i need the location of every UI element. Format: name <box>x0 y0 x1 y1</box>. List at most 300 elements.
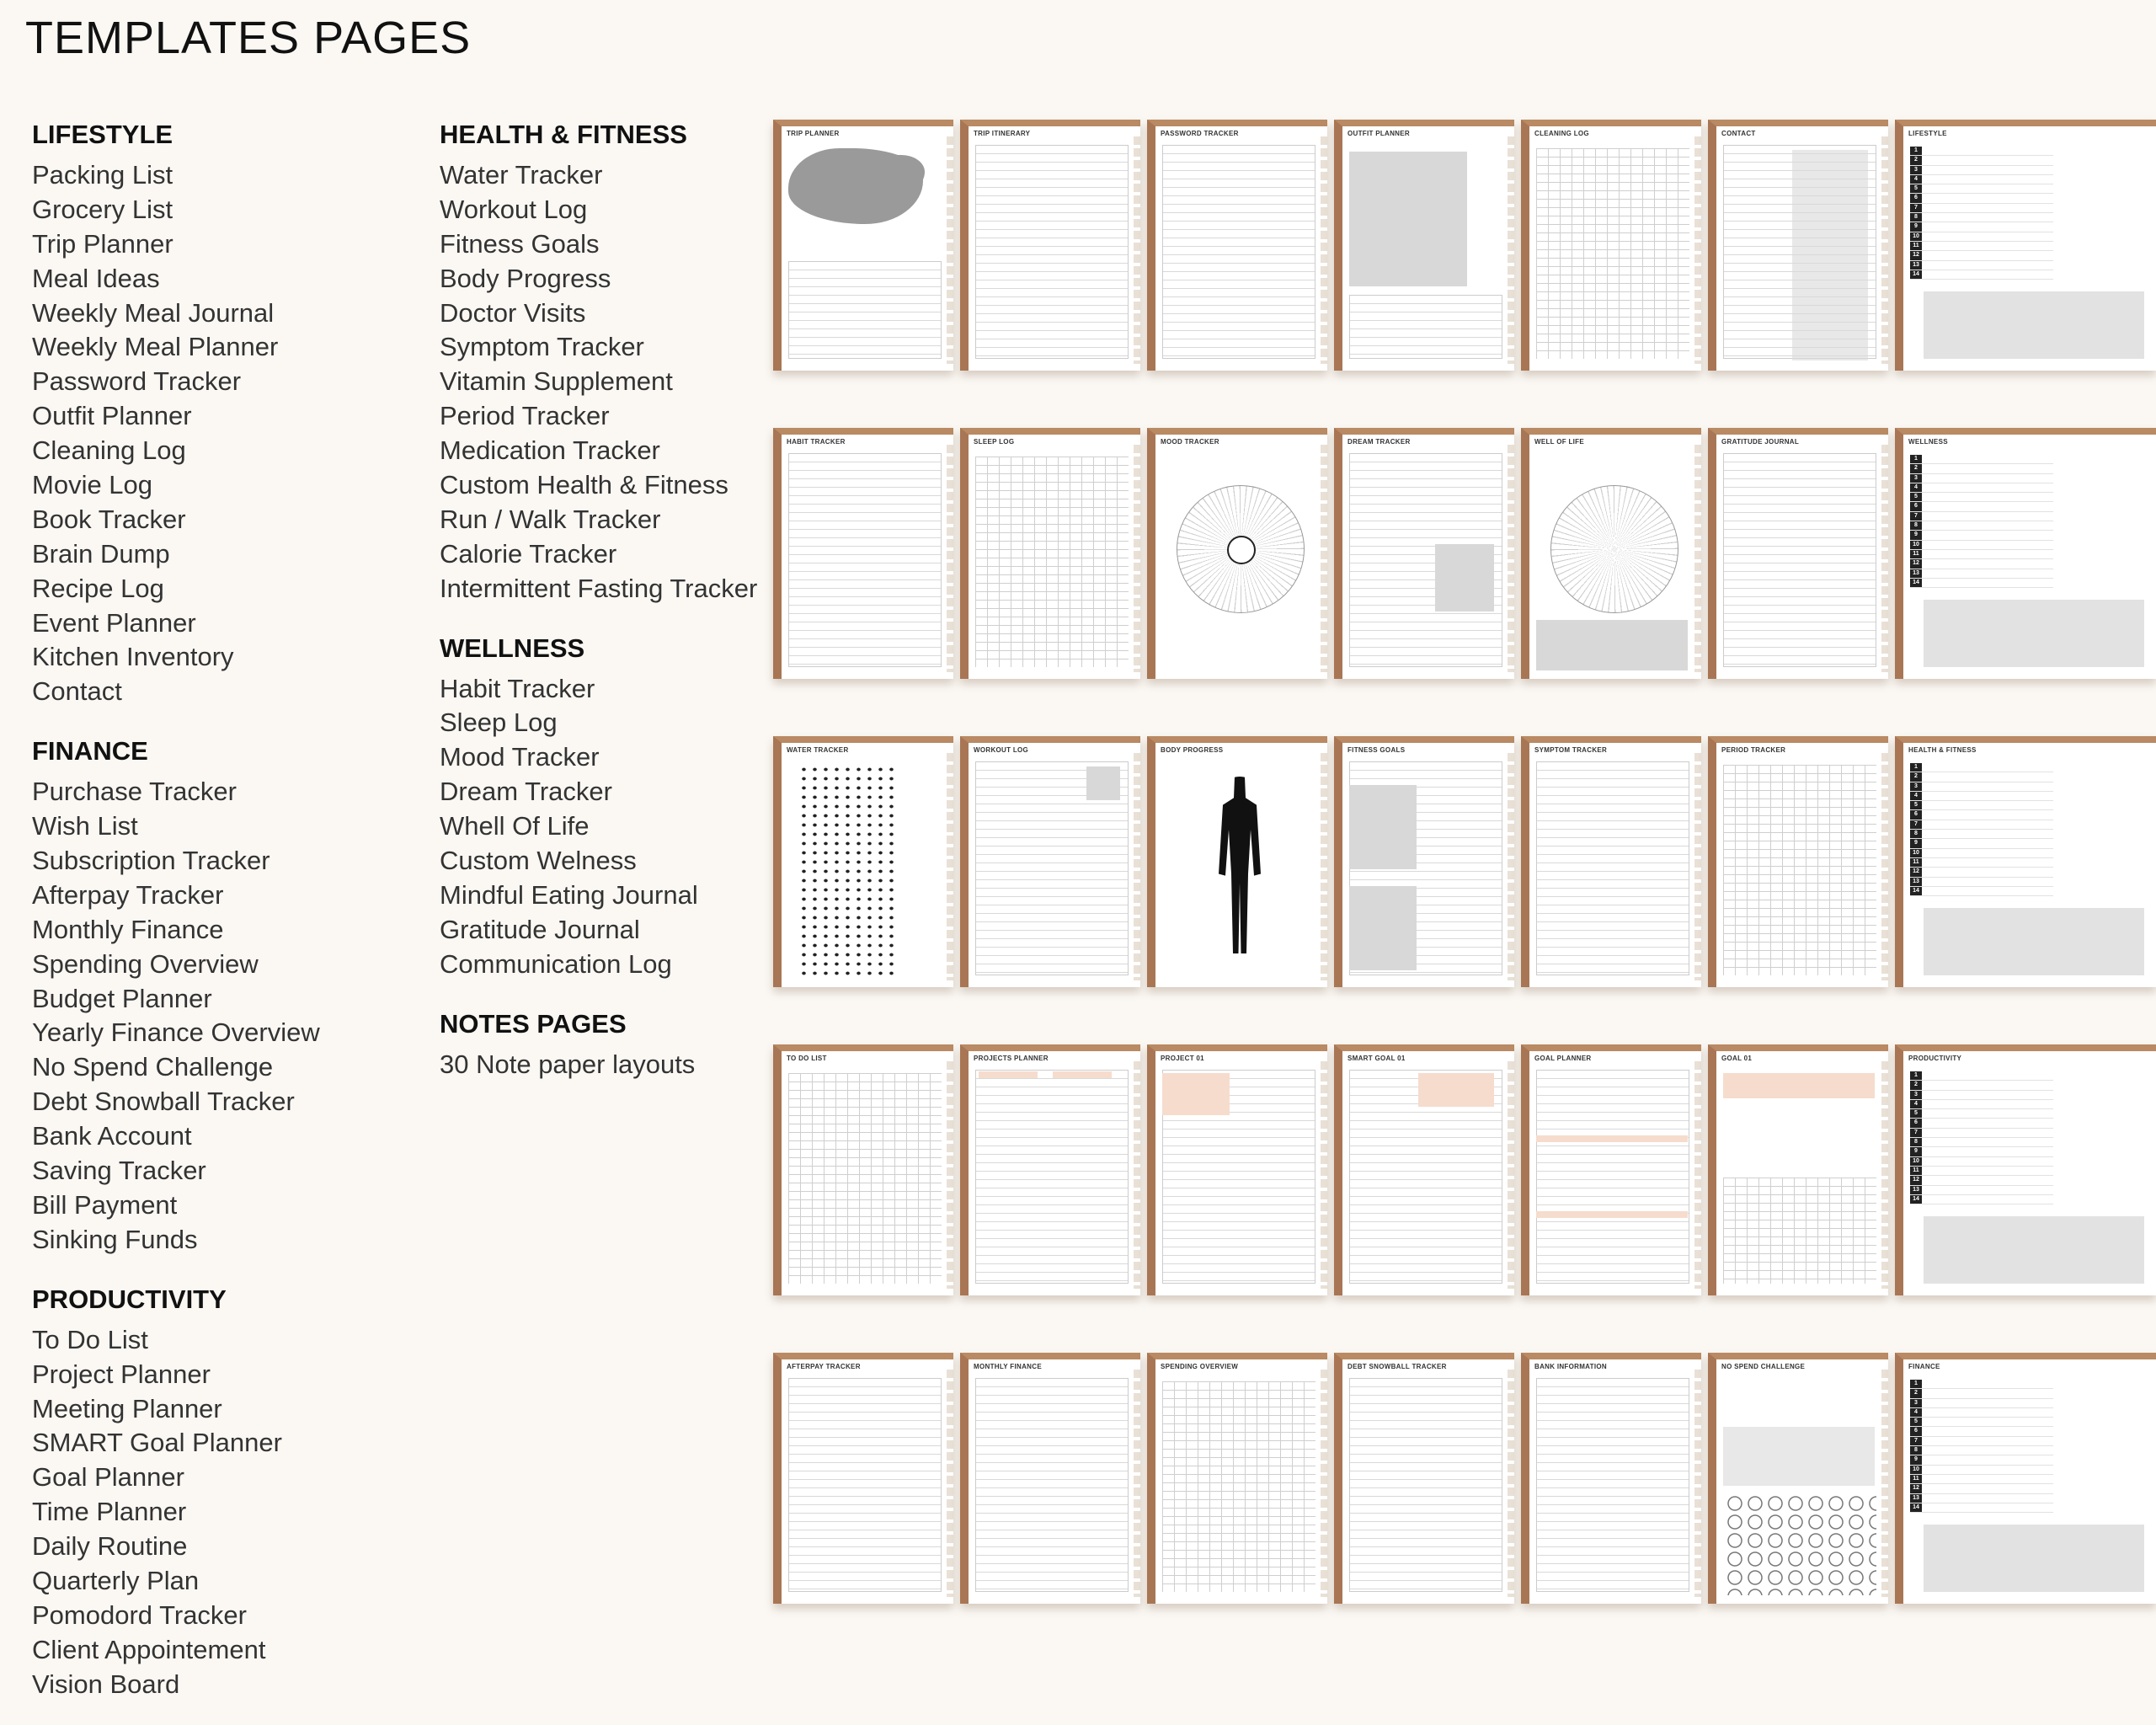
tab-strip <box>1321 136 1327 364</box>
productivity-heading: PRODUCTIVITY <box>32 1284 227 1314</box>
list-item: Cleaning Log <box>32 435 186 466</box>
index-number: 7 <box>1910 204 1922 212</box>
template-thumbnail[interactable] <box>773 736 953 987</box>
thumbnail-title: SPENDING OVERVIEW <box>1161 1363 1239 1370</box>
index-number: 1 <box>1910 455 1922 463</box>
index-number: 4 <box>1910 483 1922 492</box>
index-row <box>1910 1484 2053 1493</box>
index-row <box>1910 184 2053 194</box>
index-row <box>1910 1129 2053 1138</box>
notes-block <box>1536 620 1688 670</box>
list-item: Custom Health & Fitness <box>440 470 728 500</box>
index-number: 9 <box>1910 222 1922 231</box>
water-dots <box>798 765 894 975</box>
list-item: Fitness Goals <box>440 228 600 259</box>
index-number: 13 <box>1910 878 1922 886</box>
template-thumbnail[interactable] <box>773 1353 953 1604</box>
productivity-list <box>32 1323 403 1702</box>
template-thumbnail[interactable] <box>773 428 953 679</box>
index-number: 14 <box>1910 579 1922 587</box>
tab-strip <box>1134 753 1140 980</box>
index-row <box>1910 502 2053 511</box>
tab-strip <box>1134 136 1140 364</box>
tab-strip <box>1694 136 1701 364</box>
index-row <box>1910 1138 2053 1147</box>
form-lines <box>975 1378 1129 1592</box>
thumbnail-title: WATER TRACKER <box>787 746 849 754</box>
tab-strip <box>1881 1370 1888 1597</box>
template-thumbnail[interactable] <box>1147 1353 1327 1604</box>
thumbnail-title: AFTERPAY TRACKER <box>787 1363 861 1370</box>
highlight-block <box>1162 1073 1230 1115</box>
template-thumbnail[interactable] <box>1334 1353 1514 1604</box>
thumbnail-title: GOAL PLANNER <box>1534 1055 1592 1062</box>
form-lines <box>1536 1378 1689 1592</box>
template-thumbnail[interactable] <box>1895 428 2156 679</box>
template-thumbnail[interactable] <box>773 120 953 371</box>
tab-strip <box>1134 445 1140 672</box>
preview-row-finance <box>773 1353 2156 1608</box>
wellness-heading: WELLNESS <box>440 633 585 663</box>
notes-pages-heading: NOTES PAGES <box>440 1008 627 1039</box>
index-footer <box>1924 908 2144 975</box>
list-item: Movie Log <box>32 470 153 500</box>
index-row <box>1910 1100 2053 1109</box>
template-thumbnail[interactable] <box>960 1044 1140 1295</box>
list-item: Time Planner <box>32 1497 187 1527</box>
index-list <box>1910 1380 2053 1513</box>
template-thumbnail[interactable] <box>960 428 1140 679</box>
form-lines <box>1349 1378 1502 1592</box>
template-thumbnail[interactable] <box>1708 120 1888 371</box>
index-number: 14 <box>1910 1503 1922 1512</box>
index-number: 3 <box>1910 1091 1922 1099</box>
index-row <box>1910 251 2053 260</box>
index-row <box>1910 858 2053 868</box>
index-number: 9 <box>1910 531 1922 539</box>
index-number: 3 <box>1910 166 1922 174</box>
template-thumbnail[interactable] <box>1334 120 1514 371</box>
index-row <box>1910 810 2053 820</box>
list-item: Run / Walk Tracker <box>440 504 661 534</box>
template-thumbnail[interactable] <box>1895 1044 2156 1295</box>
thumbnail-title: PASSWORD TRACKER <box>1161 130 1239 137</box>
health-fitness-list <box>440 158 768 606</box>
template-thumbnail[interactable] <box>1147 120 1327 371</box>
list-item: Goal Planner <box>32 1462 184 1493</box>
index-list <box>1910 1071 2053 1204</box>
template-thumbnail[interactable] <box>1147 428 1327 679</box>
index-number: 9 <box>1910 839 1922 847</box>
index-row <box>1910 493 2053 502</box>
thumbnail-title: TRIP ITINERARY <box>974 130 1031 137</box>
tab-strip <box>1694 753 1701 980</box>
index-row <box>1910 1195 2053 1204</box>
index-number: 11 <box>1910 1475 1922 1483</box>
finance-section <box>32 731 403 1257</box>
index-number: 4 <box>1910 792 1922 800</box>
index-footer <box>1924 600 2144 667</box>
health-fitness-section <box>440 115 768 606</box>
image-placeholder <box>1349 152 1467 286</box>
tab-strip <box>947 1370 953 1597</box>
todo-grid <box>788 1073 942 1284</box>
thumbnail-title: OUTFIT PLANNER <box>1348 130 1410 137</box>
index-row <box>1910 1380 2053 1389</box>
thumbnail-title: PROJECT 01 <box>1161 1055 1204 1062</box>
list-item: Mindful Eating Journal <box>440 879 698 910</box>
index-number: 14 <box>1910 270 1922 279</box>
index-row <box>1910 1119 2053 1128</box>
lifestyle-list <box>32 158 403 709</box>
template-thumbnail[interactable] <box>1147 1044 1327 1295</box>
index-number: 6 <box>1910 502 1922 510</box>
thumbnail-title: BODY PROGRESS <box>1161 746 1224 754</box>
index-row <box>1910 868 2053 877</box>
index-number: 11 <box>1910 550 1922 558</box>
list-item: SMART Goal Planner <box>32 1428 282 1458</box>
template-thumbnail[interactable] <box>1895 736 2156 987</box>
index-row <box>1910 261 2053 270</box>
index-number: 10 <box>1910 1466 1922 1474</box>
index-number: 8 <box>1910 213 1922 222</box>
index-number: 10 <box>1910 1157 1922 1166</box>
tab-strip <box>1508 136 1514 364</box>
form-lines <box>788 1378 942 1592</box>
thumbnail-title: WORKOUT LOG <box>974 746 1029 754</box>
template-thumbnail[interactable] <box>1147 736 1327 987</box>
list-item: Intermittent Fasting Tracker <box>440 573 758 603</box>
index-footer <box>1924 1216 2144 1284</box>
index-row <box>1910 1418 2053 1427</box>
list-item: Whell Of Life <box>440 811 590 841</box>
highlight-block <box>1418 1073 1494 1107</box>
index-number: 1 <box>1910 763 1922 772</box>
list-item: Packing List <box>32 160 173 190</box>
finance-heading: FINANCE <box>32 736 148 766</box>
list-item: Dream Tracker <box>440 777 612 807</box>
list-item: Monthly Finance <box>32 914 224 944</box>
preview-row-health-fitness <box>773 736 2156 991</box>
thumbnail-title: PROJECTS PLANNER <box>974 1055 1049 1062</box>
template-thumbnail[interactable] <box>1895 120 2156 371</box>
form-lines <box>788 453 942 667</box>
index-number: 3 <box>1910 474 1922 483</box>
index-row <box>1910 455 2053 464</box>
thumbnail-title: PERIOD TRACKER <box>1721 746 1786 754</box>
index-row <box>1910 232 2053 242</box>
index-row <box>1910 569 2053 579</box>
right-category-column <box>440 115 768 1103</box>
list-item: Habit Tracker <box>440 673 595 703</box>
index-number: 14 <box>1910 1195 1922 1204</box>
index-row <box>1910 166 2053 175</box>
list-item: Meeting Planner <box>32 1393 222 1423</box>
list-item: Period Tracker <box>440 401 610 431</box>
thumbnail-title: CONTACT <box>1721 130 1756 137</box>
template-thumbnail[interactable] <box>960 1353 1140 1604</box>
form-lines <box>975 145 1129 359</box>
index-number: 12 <box>1910 1176 1922 1184</box>
template-thumbnail[interactable] <box>773 1044 953 1295</box>
index-number: 6 <box>1910 1427 1922 1435</box>
thumbnail-title: TRIP PLANNER <box>787 130 840 137</box>
list-item: Bill Payment <box>32 1189 178 1220</box>
form-lines <box>1536 761 1689 975</box>
index-row <box>1910 830 2053 839</box>
tab-strip <box>1134 1061 1140 1289</box>
index-row <box>1910 839 2053 848</box>
index-number: 13 <box>1910 569 1922 578</box>
template-thumbnail[interactable] <box>1708 736 1888 987</box>
list-item: Wish List <box>32 811 138 841</box>
index-number: 2 <box>1910 464 1922 473</box>
index-number: 6 <box>1910 1119 1922 1127</box>
index-list <box>1910 147 2053 280</box>
index-row <box>1910 801 2053 810</box>
template-thumbnail[interactable] <box>1334 736 1514 987</box>
template-thumbnail[interactable] <box>1895 1353 2156 1604</box>
index-row <box>1910 483 2053 493</box>
index-number: 5 <box>1910 1109 1922 1118</box>
template-thumbnail[interactable] <box>1708 1353 1888 1604</box>
index-row <box>1910 820 2053 830</box>
index-number: 2 <box>1910 1081 1922 1089</box>
tab-strip <box>1508 753 1514 980</box>
form-lines <box>975 1070 1129 1284</box>
index-number: 12 <box>1910 868 1922 876</box>
index-row <box>1910 1176 2053 1185</box>
index-row <box>1910 1446 2053 1455</box>
template-thumbnail[interactable] <box>960 120 1140 371</box>
index-number: 10 <box>1910 541 1922 549</box>
index-row <box>1910 1167 2053 1176</box>
tab-strip <box>1694 1061 1701 1289</box>
template-thumbnail[interactable] <box>1521 1044 1701 1295</box>
tab-strip <box>1694 1370 1701 1597</box>
thumbnail-title: WELLNESS <box>1908 438 1948 446</box>
index-number: 11 <box>1910 1167 1922 1175</box>
notes-pages-section <box>440 1004 768 1082</box>
form-lines <box>1723 453 1876 667</box>
list-item: No Spend Challenge <box>32 1052 274 1082</box>
index-row <box>1910 512 2053 521</box>
list-item: To Do List <box>32 1324 148 1354</box>
thumbnail-title: FITNESS GOALS <box>1348 746 1406 754</box>
index-row <box>1910 222 2053 232</box>
index-number: 10 <box>1910 232 1922 241</box>
index-row <box>1910 1494 2053 1503</box>
index-row <box>1910 1475 2053 1484</box>
section-bar <box>1536 1211 1688 1218</box>
body-silhouette-icon <box>1219 777 1261 953</box>
index-number: 6 <box>1910 194 1922 202</box>
index-row <box>1910 175 2053 184</box>
index-number: 1 <box>1910 147 1922 155</box>
list-item: Project Planner <box>32 1359 211 1389</box>
life-wheel <box>1550 485 1678 613</box>
index-row <box>1910 878 2053 887</box>
index-number: 14 <box>1910 887 1922 895</box>
index-number: 5 <box>1910 184 1922 193</box>
index-row <box>1910 204 2053 213</box>
template-thumbnail[interactable] <box>960 736 1140 987</box>
template-thumbnail[interactable] <box>1708 1044 1888 1295</box>
index-row <box>1910 1399 2053 1408</box>
list-item: Body Progress <box>440 263 611 293</box>
tab-strip <box>947 136 953 364</box>
tab-strip <box>947 1061 953 1289</box>
tab-strip <box>1134 1370 1140 1597</box>
index-number: 8 <box>1910 1446 1922 1455</box>
thumbnail-title: SLEEP LOG <box>974 438 1015 446</box>
index-number: 13 <box>1910 1186 1922 1194</box>
template-thumbnail[interactable] <box>1334 428 1514 679</box>
index-number: 6 <box>1910 810 1922 819</box>
index-number: 7 <box>1910 512 1922 521</box>
thumbnail-title: CLEANING LOG <box>1534 130 1589 137</box>
sleep-grid <box>975 457 1129 667</box>
tab-strip <box>947 753 953 980</box>
template-thumbnail[interactable] <box>1334 1044 1514 1295</box>
index-row <box>1910 1437 2053 1446</box>
index-row <box>1910 1157 2053 1167</box>
index-number: 8 <box>1910 1138 1922 1146</box>
thumbnail-title: SMART GOAL 01 <box>1348 1055 1406 1062</box>
list-item: Meal Ideas <box>32 263 160 293</box>
index-row <box>1910 541 2053 550</box>
tab-strip <box>947 445 953 672</box>
index-number: 11 <box>1910 858 1922 867</box>
index-row <box>1910 1389 2053 1398</box>
list-item: Pomodord Tracker <box>32 1599 247 1630</box>
thumbnail-title: NO SPEND CHALLENGE <box>1721 1363 1806 1370</box>
tab-strip <box>1694 445 1701 672</box>
list-item: Subscription Tracker <box>32 846 270 876</box>
form-lines <box>1536 1070 1689 1284</box>
form-lines <box>1162 145 1315 359</box>
preview-row-productivity <box>773 1044 2156 1300</box>
list-item: 30 Note paper layouts <box>440 1049 696 1079</box>
index-number: 2 <box>1910 772 1922 781</box>
preview-row-lifestyle <box>773 120 2156 375</box>
list-item: Yearly Finance Overview <box>32 1017 320 1048</box>
notes-pages-list <box>440 1048 768 1082</box>
form-lines <box>788 261 942 359</box>
list-item: Sleep Log <box>440 708 558 738</box>
list-item: Debt Snowball Tracker <box>32 1087 295 1117</box>
tab-strip <box>1321 1370 1327 1597</box>
template-thumbnail[interactable] <box>1521 120 1701 371</box>
index-row <box>1910 782 2053 792</box>
list-item: Weekly Meal Planner <box>32 332 279 362</box>
list-item: Budget Planner <box>32 983 212 1013</box>
section-bar <box>1536 1135 1688 1142</box>
project-tag <box>979 1071 1038 1078</box>
list-item: Calorie Tracker <box>440 538 617 569</box>
list-item: Gratitude Journal <box>440 914 640 944</box>
index-number: 11 <box>1910 242 1922 250</box>
index-number: 5 <box>1910 493 1922 501</box>
tab-strip <box>1508 1370 1514 1597</box>
list-item: Symptom Tracker <box>440 332 644 362</box>
list-item: Bank Account <box>32 1121 192 1151</box>
thumbnail-title: HABIT TRACKER <box>787 438 846 446</box>
template-thumbnail[interactable] <box>1521 1353 1701 1604</box>
index-list <box>1910 763 2053 896</box>
template-thumbnail[interactable] <box>1521 428 1701 679</box>
index-row <box>1910 849 2053 858</box>
thumbnail-title: PRODUCTIVITY <box>1908 1055 1962 1062</box>
template-thumbnail[interactable] <box>1708 428 1888 679</box>
image-placeholder <box>1349 886 1417 970</box>
list-item: Sinking Funds <box>32 1224 198 1254</box>
highlight-block <box>1723 1073 1875 1098</box>
index-row <box>1910 213 2053 222</box>
tab-strip <box>1321 1061 1327 1289</box>
index-row <box>1910 242 2053 251</box>
index-number: 7 <box>1910 1129 1922 1137</box>
health-fitness-heading: HEALTH & FITNESS <box>440 120 687 149</box>
list-item: Password Tracker <box>32 366 242 397</box>
list-item: Client Appointement <box>32 1634 266 1664</box>
thumbnail-title: SYMPTOM TRACKER <box>1534 746 1608 754</box>
mood-wheel-center <box>1227 536 1256 564</box>
index-number: 1 <box>1910 1380 1922 1388</box>
list-item: Afterpay Tracker <box>32 879 224 910</box>
index-number: 8 <box>1910 830 1922 838</box>
index-row <box>1910 887 2053 896</box>
thumbnail-title: LIFESTYLE <box>1908 130 1947 137</box>
thumbnail-title: MOOD TRACKER <box>1161 438 1219 446</box>
form-lines <box>1349 295 1502 359</box>
notes-block <box>1723 1427 1875 1486</box>
index-row <box>1910 194 2053 203</box>
list-item: Vision Board <box>32 1669 180 1699</box>
thumbnail-title: FINANCE <box>1908 1363 1940 1370</box>
thumbnail-title: BANK INFORMATION <box>1534 1363 1607 1370</box>
list-item: Quarterly Plan <box>32 1565 200 1595</box>
tab-strip <box>1881 136 1888 364</box>
period-grid <box>1723 765 1876 975</box>
index-row <box>1910 521 2053 531</box>
productivity-section <box>32 1279 403 1702</box>
index-row <box>1910 792 2053 801</box>
index-number: 3 <box>1910 1399 1922 1407</box>
lifestyle-section <box>32 115 403 709</box>
list-item: Water Tracker <box>440 160 603 190</box>
list-item: Weekly Meal Journal <box>32 297 275 328</box>
list-item: Purchase Tracker <box>32 777 237 807</box>
index-row <box>1910 1109 2053 1119</box>
index-row <box>1910 579 2053 588</box>
checklist-grid <box>1536 148 1689 359</box>
index-number: 5 <box>1910 801 1922 809</box>
index-number: 9 <box>1910 1455 1922 1464</box>
template-thumbnail[interactable] <box>1521 736 1701 987</box>
list-item: Grocery List <box>32 194 173 224</box>
index-row <box>1910 1186 2053 1195</box>
index-row <box>1910 1427 2053 1436</box>
index-footer <box>1924 1525 2144 1592</box>
wellness-list <box>440 672 768 982</box>
index-row <box>1910 1455 2053 1465</box>
index-row <box>1910 147 2053 156</box>
thumbnail-title: MONTHLY FINANCE <box>974 1363 1042 1370</box>
index-number: 12 <box>1910 1484 1922 1493</box>
tab-strip <box>1321 753 1327 980</box>
wellness-section <box>440 628 768 982</box>
